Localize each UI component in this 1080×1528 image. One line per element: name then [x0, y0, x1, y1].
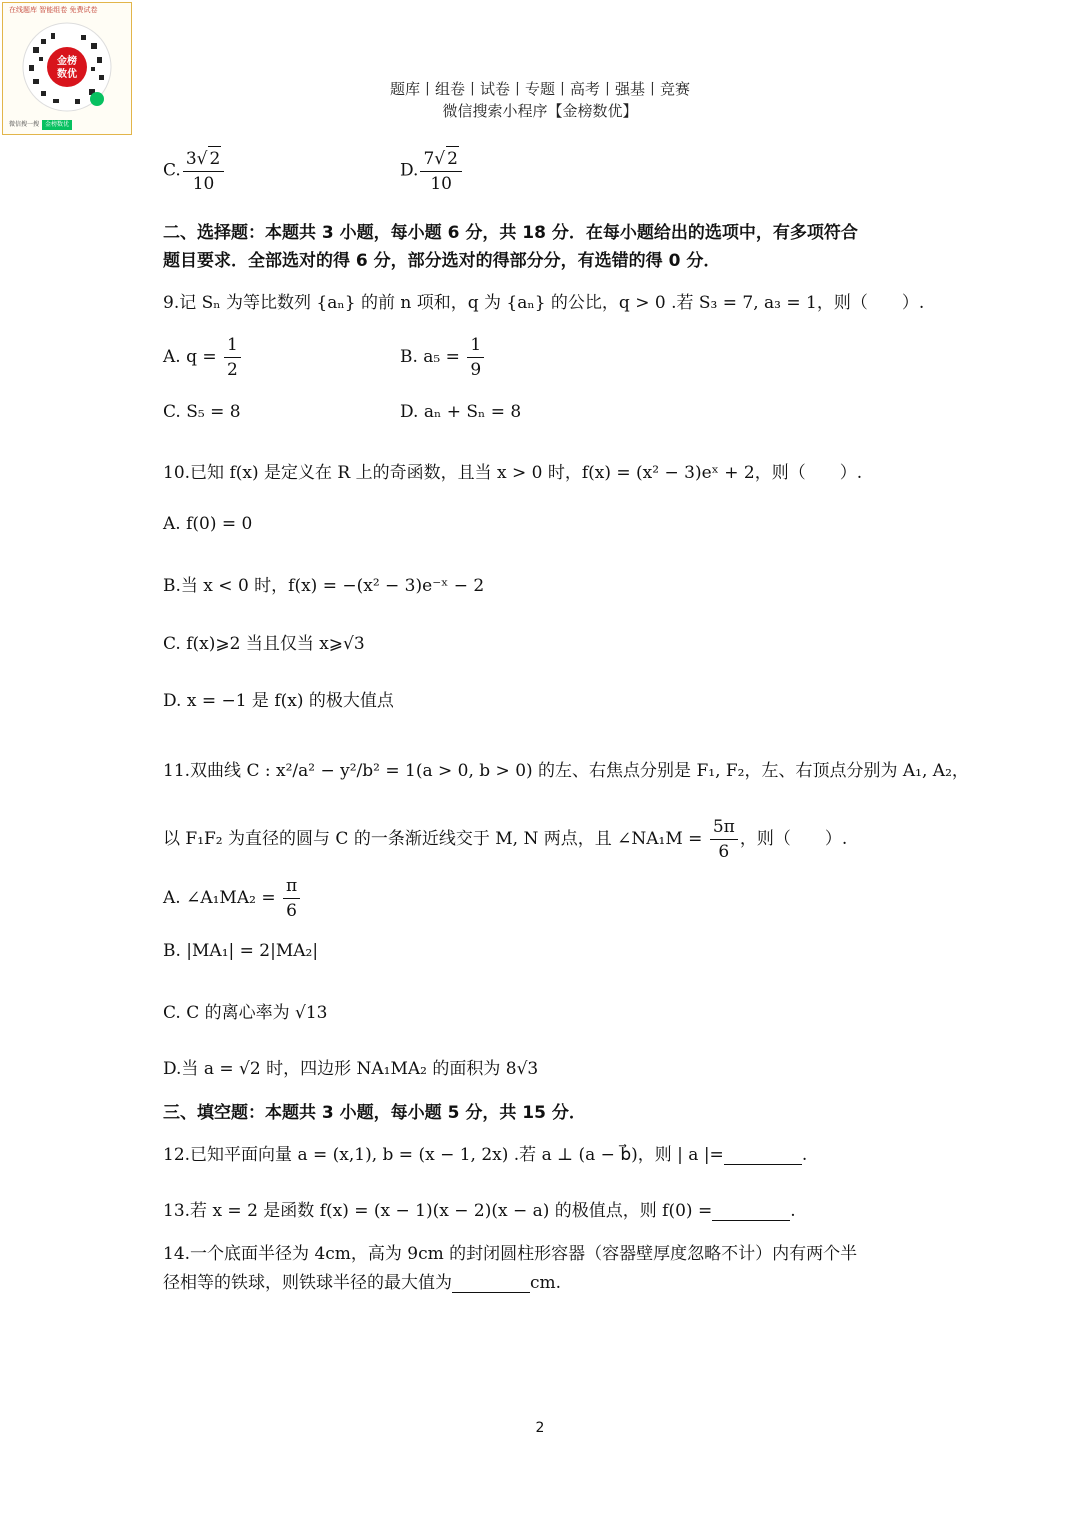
qr-bottom-left: 微信搜一搜: [9, 121, 40, 128]
q9-option-a: [163, 333, 243, 382]
q8-d-rad: 2: [446, 146, 459, 171]
q9-option-c: C. S₅ = 8: [163, 402, 241, 422]
q8-c-label: C.: [163, 160, 181, 181]
q11-a-num: π: [283, 874, 300, 899]
q8-d-label: D.: [400, 160, 419, 181]
q8-c-fraction: $\frac{3√ 2}{10}$: [183, 146, 225, 196]
q11-option-b: B. |MA₁| = 2|MA₂|: [163, 941, 319, 961]
q9-a-num: 1: [224, 333, 241, 358]
q8-option-d: [400, 146, 464, 196]
q11-a-fraction: [283, 874, 300, 923]
qr-brand-line1: 金榜: [57, 56, 77, 67]
q10-option-b: B.当 x < 0 时，f(x) = −(x² − 3)e⁻ˣ − 2: [163, 576, 485, 596]
q12-text: 12.已知平面向量 a = (x,1), b = (x − 1, 2x) .若 a ⊥ (a − b⃗)，则 | a |=: [163, 1145, 724, 1165]
q13-answer-blank: [712, 1204, 790, 1221]
q9-b-num: 1: [467, 333, 484, 358]
qr-brand-line2: 数优: [57, 69, 77, 80]
q9-stem: 9.记 Sₙ 为等比数列 {aₙ} 的前 n 项和，q 为 {aₙ} 的公比，q > 0 .若 S₃ = 7, a₃ = 1，则（ ）.: [163, 293, 925, 313]
q10-option-a: A. f(0) = 0: [163, 514, 253, 534]
section2-line2: 题目要求．全部选对的得 6 分，部分选对的得部分分，有选错的得 0 分．: [163, 251, 721, 271]
section2-line1: 二、选择题：本题共 3 小题，每小题 6 分，共 18 分．在每小题给出的选项中，有多项符合: [163, 223, 858, 243]
q8-d-num: 7: [423, 149, 435, 169]
q11-a-den: 6: [286, 901, 297, 921]
q12-answer-blank: [724, 1148, 802, 1165]
q11-option-c: C. C 的离心率为 √13: [163, 1003, 328, 1023]
q14-line2: [163, 1268, 561, 1293]
q10-option-d: D. x = −1 是 f(x) 的极大值点: [163, 691, 394, 711]
q8-c-den: 10: [192, 174, 215, 194]
q11-stem-line2: [163, 815, 847, 864]
page-header: [0, 78, 1080, 122]
q12: [163, 1140, 807, 1165]
q11-stem-line1: 11.双曲线 C : x²/a² − y²/b² = 1(a > 0, b > 0) 的左、右焦点分别是 F₁, F₂，左、右顶点分别为 A₁, A₂，: [163, 761, 969, 781]
page-number: 2: [535, 1420, 545, 1436]
q14-line1: 14.一个底面半径为 4cm，高为 9cm 的封闭圆柱形容器（容器壁厚度忽略不计）内有两个半: [163, 1244, 858, 1264]
q9-option-d: D. aₙ + Sₙ = 8: [400, 402, 522, 422]
q9-a-den: 2: [227, 360, 238, 380]
q8-c-rad: 2: [208, 146, 221, 171]
q14-answer-blank: [452, 1276, 530, 1293]
q11-option-d: D.当 a = √2 时，四边形 NA₁MA₂ 的面积为 8√3: [163, 1059, 539, 1079]
q13-post: .: [790, 1201, 796, 1221]
q14-text: 径相等的铁球，则铁球半径的最大值为: [163, 1273, 452, 1293]
q10-option-c: C. f(x)⩾2 当且仅当 x⩾√3: [163, 634, 365, 654]
q13: [163, 1196, 796, 1221]
q14-post: cm.: [530, 1273, 562, 1293]
q10-stem: 10.已知 f(x) 是定义在 R 上的奇函数，且当 x > 0 时，f(x) = (x² − 3)eˣ + 2，则（ ）.: [163, 463, 863, 483]
header-line1: 题库丨组卷丨试卷丨专题丨高考丨强基丨竞赛: [389, 80, 690, 98]
q11-option-a: [163, 874, 302, 923]
q11-stem2-post: ，则（ ）.: [739, 829, 848, 849]
q11-a-pre: A. ∠A₁MA₂ =: [163, 888, 281, 908]
q9-a-label: A. q =: [163, 347, 223, 367]
q9-b-fraction: [467, 333, 484, 382]
q8-d-den: 10: [430, 174, 452, 194]
q11-stem2-den: 6: [718, 842, 730, 862]
header-line2: 微信搜索小程序【金榜数优】: [442, 102, 638, 120]
q13-text: 13.若 x = 2 是函数 f(x) = (x − 1)(x − 2)(x − a) 的极值点，则 f(0) =: [163, 1201, 713, 1221]
q11-stem2-num: 5π: [710, 815, 738, 840]
q11-stem2-fraction: [710, 815, 738, 864]
q12-post: .: [801, 1145, 808, 1165]
q11-stem2-pre: 以 F₁F₂ 为直径的圆与 C 的一条渐近线交于 M, N 两点，且 ∠NA₁M =: [163, 829, 708, 849]
q9-b-label: B. a₅ =: [400, 347, 466, 367]
section3-line: 三、填空题：本题共 3 小题，每小题 5 分，共 15 分．: [163, 1103, 586, 1123]
q9-option-b: [400, 333, 486, 382]
q8-c-num: 3: [185, 149, 197, 169]
qr-bottom-right: 金榜数优: [42, 120, 72, 130]
q9-b-den: 9: [470, 360, 482, 380]
q9-a-fraction: [224, 333, 241, 382]
q8-option-c: [163, 146, 226, 196]
q8-d-fraction: $\frac{7√ 2}{10}$: [420, 146, 462, 196]
qr-top-text: 在线题库 智能组卷 免费试卷: [9, 6, 98, 14]
